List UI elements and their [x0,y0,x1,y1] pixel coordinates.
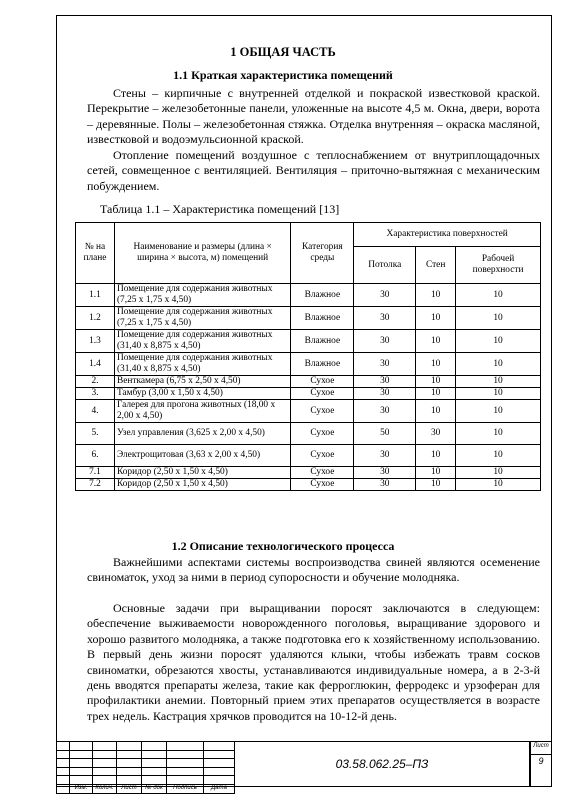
cell-work-surface: 10 [456,388,541,400]
cell-category: Сухое [291,376,354,388]
table-row [76,400,541,423]
table-row [76,423,541,445]
cell-number: 3. [76,388,115,400]
stamp-col-sheet: Лист [117,784,142,793]
table-row [76,330,541,353]
cell-category: Сухое [291,445,354,467]
cell-category: Сухое [291,467,354,479]
cell-number: 1.1 [76,284,115,307]
header-category: Категория среды [291,223,354,284]
header-ceiling: Потолка [354,247,416,284]
cell-number: 1.4 [76,353,115,376]
cell-work-surface: 10 [456,423,541,445]
cell-walls: 30 [416,423,456,445]
stamp-col-change: Изм. [70,784,93,793]
cell-name: Помещение для содержания животных (31,40 х 8,875 х 4,50) [114,353,290,376]
cell-name: Коридор (2,50 х 1,50 х 4,50) [114,467,290,479]
cell-walls: 10 [416,376,456,388]
cell-ceiling: 30 [354,307,416,330]
cell-walls: 10 [416,307,456,330]
cell-category: Влажное [291,353,354,376]
header-surfaces: Характеристика поверхностей [354,223,541,247]
header-walls: Стен [416,247,456,284]
table-caption: Таблица 1.1 – Характеристика помещений [13] [100,202,340,216]
table-row [76,353,541,376]
cell-name: Узел управления (3,625 х 2,00 х 4,50) [114,423,290,445]
cell-name: Тамбур (3,00 х 1,50 х 4,50) [114,388,290,400]
cell-number: 2. [76,376,115,388]
cell-walls: 10 [416,330,456,353]
cell-number: 1.3 [76,330,115,353]
stamp-col-count: Колич. [93,784,117,793]
section-title: 1 ОБЩАЯ ЧАСТЬ [230,45,336,59]
cell-work-surface: 10 [456,353,541,376]
cell-number: 7.2 [76,479,115,491]
cell-ceiling: 30 [354,388,416,400]
cell-category: Сухое [291,479,354,491]
cell-name: Венткамера (6,75 х 2,50 х 4,50) [114,376,290,388]
cell-ceiling: 30 [354,479,416,491]
title-block [56,741,552,792]
paragraph-walls: Стены – кирпичные с внутренней отделкой и покраской известковой краской. Перекрытие – железобетонные панели, уложенные на высоте 4,5 м. Окна, двери, ворота – деревянные. Полы – железобетонная стяжка. Отделка внутренняя – окраска масляной, известковой и водоэмульсионной краской. [87,86,540,147]
table-row [76,307,541,330]
cell-name: Коридор (2,50 х 1,50 х 4,50) [114,479,290,491]
cell-ceiling: 30 [354,284,416,307]
cell-work-surface: 10 [456,330,541,353]
cell-ceiling: 30 [354,445,416,467]
cell-work-surface: 10 [456,479,541,491]
cell-number: 5. [76,423,115,445]
table-row [76,376,541,388]
sheet-box [530,741,552,787]
cell-name: Помещение для содержания животных (7,25 х 1,75 х 4,50) [114,284,290,307]
stamp-col-doc: № док [142,784,167,793]
table-row [76,284,541,307]
cell-work-surface: 10 [456,376,541,388]
header-number: № на плане [76,223,115,284]
cell-number: 6. [76,445,115,467]
cell-category: Сухое [291,423,354,445]
table-row [76,467,541,479]
cell-category: Влажное [291,284,354,307]
cell-category: Сухое [291,400,354,423]
cell-work-surface: 10 [456,445,541,467]
table-row [76,445,541,467]
cell-category: Влажное [291,307,354,330]
cell-walls: 10 [416,284,456,307]
cell-ceiling: 50 [354,423,416,445]
cell-ceiling: 30 [354,467,416,479]
cell-category: Сухое [291,388,354,400]
cell-walls: 10 [416,353,456,376]
sheet-number: 9 [538,756,544,766]
stamp-col-date: Дата [204,784,235,793]
cell-number: 7.1 [76,467,115,479]
cell-number: 4. [76,400,115,423]
cell-walls: 10 [416,479,456,491]
sheet-label: Лист [533,743,549,749]
cell-walls: 10 [416,388,456,400]
subsection-title-1: 1.1 Краткая характеристика помещений [173,68,393,82]
cell-ceiling: 30 [354,400,416,423]
cell-name: Электрощитовая (3,63 х 2,00 х 4,50) [114,445,290,467]
rooms-table [75,222,541,491]
cell-work-surface: 10 [456,467,541,479]
header-work-surface: Рабочей поверхности [456,247,541,284]
document-code: 03.58.062.25–ПЗ [234,741,530,787]
stamp-col-signature: Подпись [167,784,204,793]
table-row [76,388,541,400]
paragraph-piglets: Основные задачи при выращивании поросят заключаются в следующем: обеспечение выживаемости новорожденного поголовья, выращивание здорового и хорошо развитого молодняка, а также подготовка его к хозяйственному использованию. В первый день жизни поросят удаляются клыки, чтобы избежать травм сосков свиноматки, обрезаются хвосты, устанавливаются индивидуальные номера, а в 2-3-й день вводятся препараты железа, такие как ферроглюкин, ферродекс и урзоферан для профилактики анемии. Повторный прием этих препаратов осуществляется в возрасте трех недель. Кастрация хрячков проводится на 10-12-й день. [87,601,540,723]
subsection-title-2: 1.2 Описание технологического процесса [171,539,395,553]
cell-walls: 10 [416,445,456,467]
cell-work-surface: 10 [456,284,541,307]
header-name: Наименование и размеры (длина × ширина × высота, м) помещений [114,223,290,284]
paragraph-heating: Отопление помещений воздушное с теплоснабжением от внутриплощадочных сетей, совмещенное с вентиляцией. Вентиляция – приточно-вытяжная с механическим побуждением. [87,148,540,193]
cell-work-surface: 10 [456,307,541,330]
cell-name: Помещение для содержания животных (7,25 х 1,75 х 4,50) [114,307,290,330]
cell-walls: 10 [416,400,456,423]
cell-ceiling: 30 [354,330,416,353]
paragraph-reproduction: Важнейшими аспектами системы воспроизводства свиней являются осеменение свиноматок, уход за ними в период супоросности и обучение молодняка. [87,555,540,585]
cell-number: 1.2 [76,307,115,330]
cell-name: Помещение для содержания животных (31,40 х 8,875 х 4,50) [114,330,290,353]
table-row [76,479,541,491]
cell-category: Влажное [291,330,354,353]
cell-work-surface: 10 [456,400,541,423]
cell-ceiling: 30 [354,376,416,388]
cell-walls: 10 [416,467,456,479]
cell-ceiling: 30 [354,353,416,376]
cell-name: Галерея для прогона животных (18,00 х 2,00 х 4,50) [114,400,290,423]
